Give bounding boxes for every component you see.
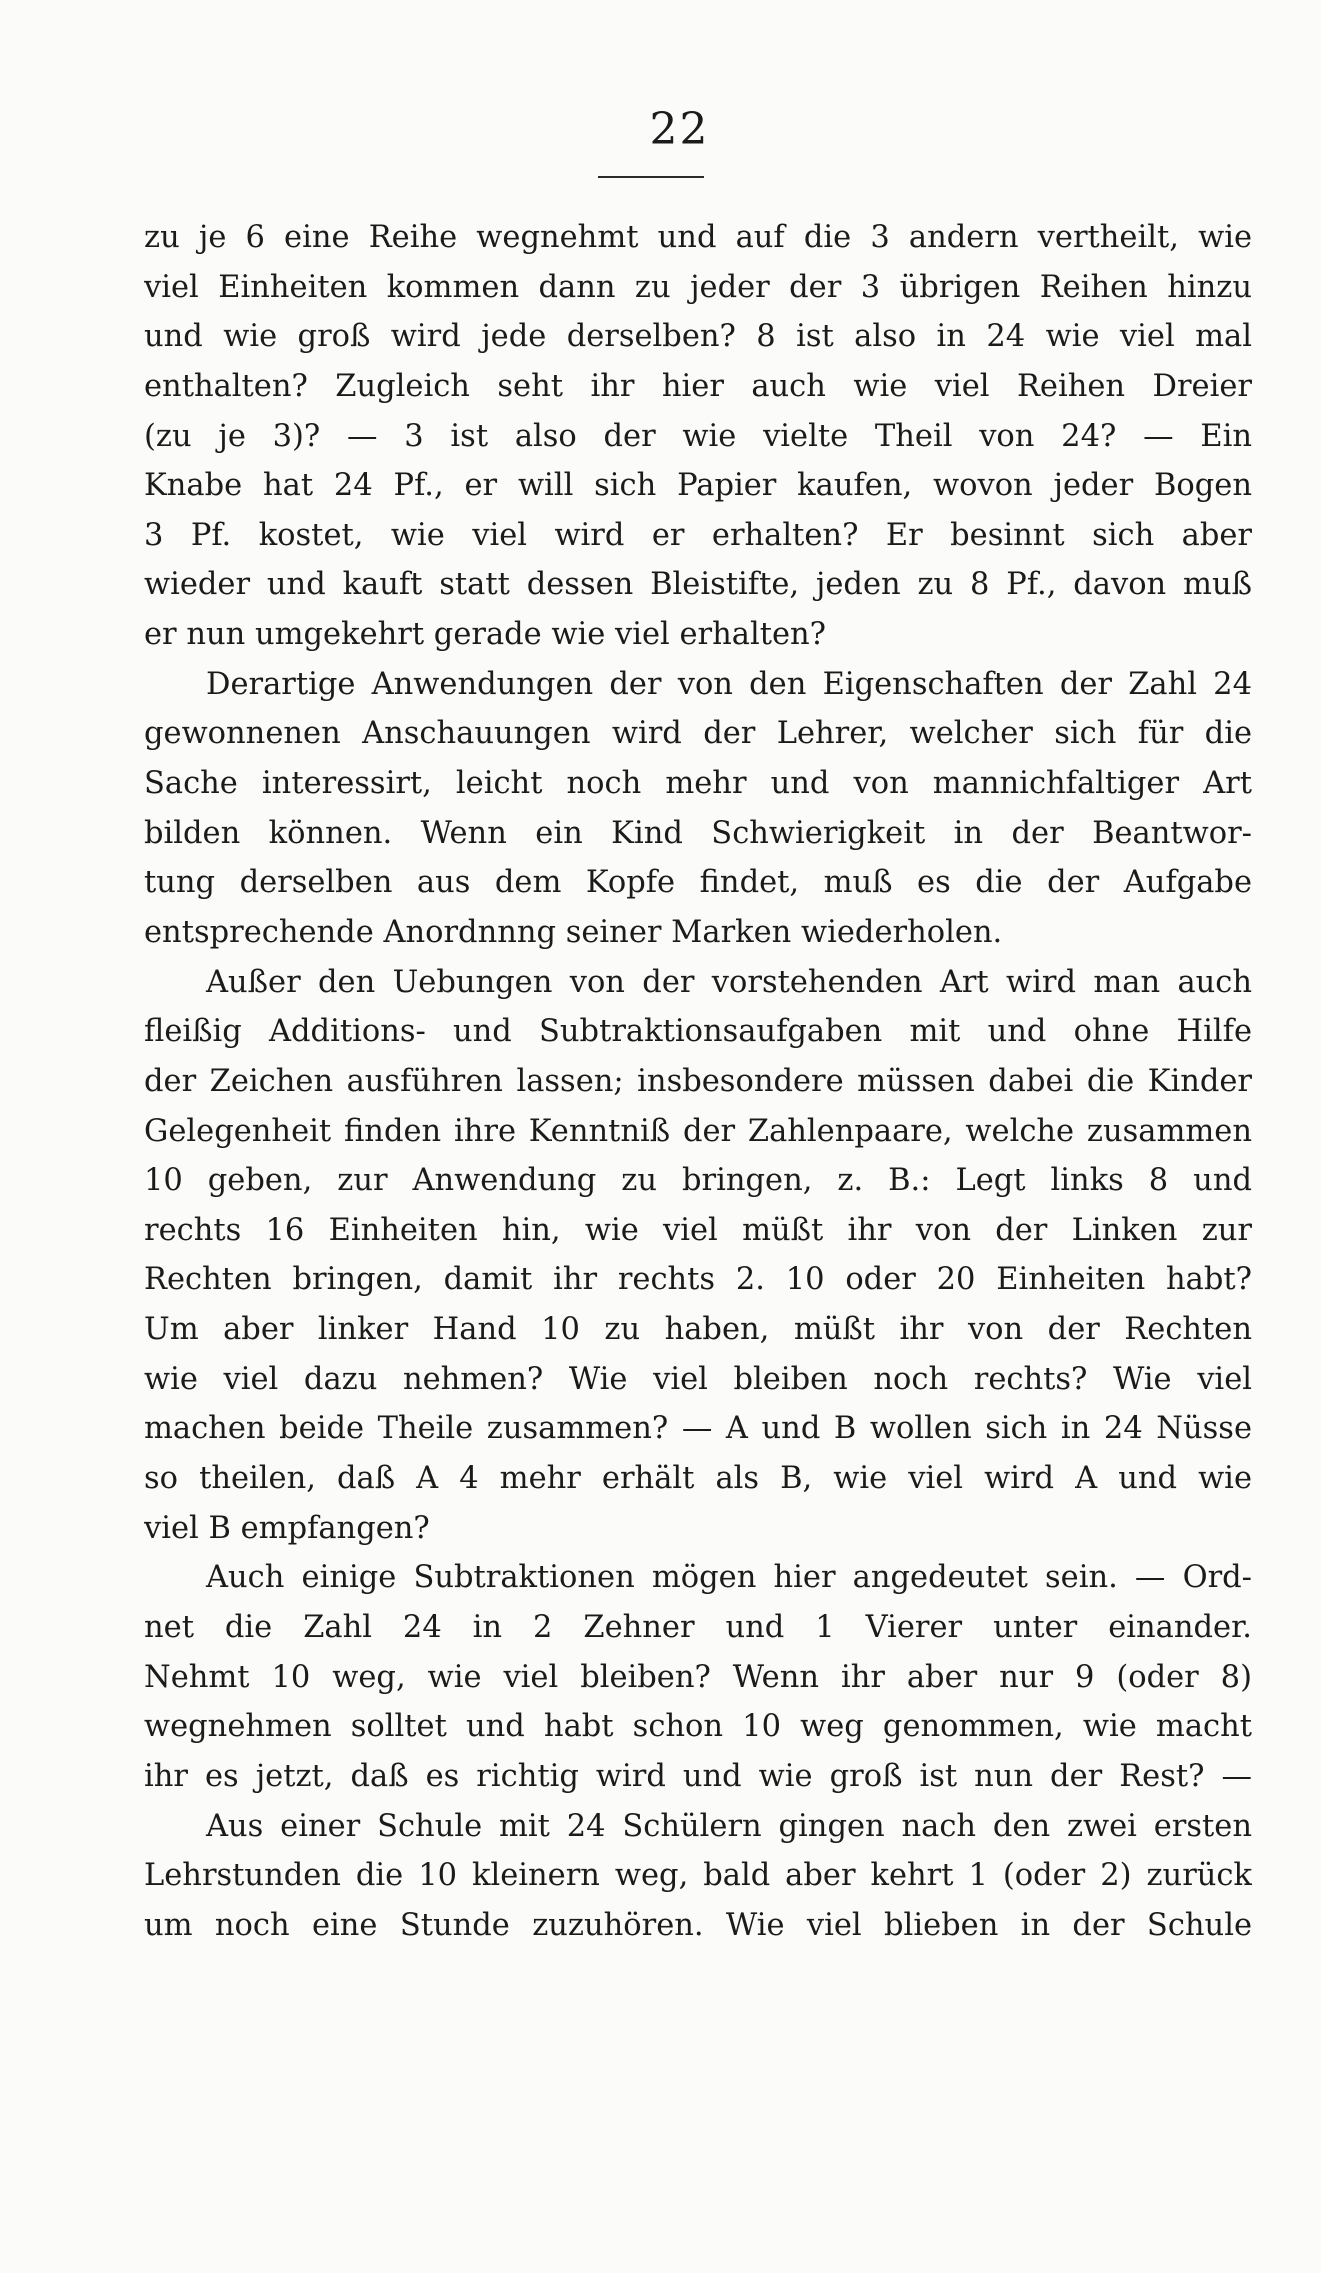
text-line: 3 Pf. kostet, wie viel wird er erhalten? Er besinnt sich aber bbox=[144, 517, 1252, 553]
text-line: gewonnenen Anschauungen wird der Lehrer, welcher sich für die bbox=[144, 716, 1252, 752]
body-text bbox=[144, 213, 1252, 1950]
text-line: machen beide Theile zusammen? — A und B wollen sich in 24 Nüsse bbox=[144, 1411, 1252, 1447]
text-line: tung derselben aus dem Kopfe findet, muß es die der Aufgabe bbox=[144, 865, 1252, 901]
text-line: (zu je 3)? — 3 ist also der wie vielte Theil von 24? — Ein bbox=[144, 418, 1252, 454]
text-line: und wie groß wird jede derselben? 8 ist also in 24 wie viel mal bbox=[144, 319, 1252, 355]
text-line: fleißig Additions- und Subtraktionsaufgaben mit und ohne Hilfe bbox=[144, 1014, 1252, 1050]
text-line: Sache interessirt, leicht noch mehr und von mannichfaltiger Art bbox=[144, 766, 1252, 802]
text-line: um noch eine Stunde zuzuhören. Wie viel blieben in der Schule bbox=[144, 1907, 1252, 1943]
paragraph-start-line: Auch einige Subtraktionen mögen hier angedeutet sein. — Ord- bbox=[206, 1560, 1252, 1596]
text-line: zu je 6 eine Reihe wegnehmt und auf die 3 andern vertheilt, wie bbox=[144, 220, 1252, 255]
text-line: wieder und kauft statt dessen Bleistifte, jeden zu 8 Pf., davon muß bbox=[144, 567, 1252, 603]
page-number-rule bbox=[598, 176, 704, 178]
text-line: enthalten? Zugleich seht ihr hier auch wie viel Reihen Dreier bbox=[144, 368, 1252, 404]
text-line: 10 geben, zur Anwendung zu bringen, z. B.: Legt links 8 und bbox=[144, 1163, 1252, 1199]
text-line: der Zeichen ausführen lassen; insbesondere müssen dabei die Kinder bbox=[144, 1063, 1252, 1099]
text-line: entsprechende Anordnnng seiner Marken wiederholen. bbox=[144, 914, 1003, 950]
paragraph-start-line: Außer den Uebungen von der vorstehenden Art wird man auch bbox=[206, 964, 1252, 1000]
text-line: ihr es jetzt, daß es richtig wird und wie groß ist nun der Rest? — bbox=[144, 1758, 1252, 1794]
text-line: Lehrstunden die 10 kleinern weg, bald aber kehrt 1 (oder 2) zurück bbox=[144, 1858, 1252, 1894]
text-line: wie viel dazu nehmen? Wie viel bleiben noch rechts? Wie viel bbox=[144, 1361, 1252, 1397]
text-line: rechts 16 Einheiten hin, wie viel müßt ihr von der Linken zur bbox=[144, 1212, 1252, 1248]
text-line: wegnehmen solltet und habt schon 10 weg genommen, wie macht bbox=[144, 1709, 1252, 1745]
text-line: er nun umgekehrt gerade wie viel erhalten? bbox=[144, 617, 827, 653]
text-line: Rechten bringen, damit ihr rechts 2. 10 oder 20 Einheiten habt? bbox=[144, 1262, 1252, 1298]
page-number: 22 bbox=[649, 104, 710, 155]
text-line: Knabe hat 24 Pf., er will sich Papier kaufen, wovon jeder Bogen bbox=[144, 468, 1252, 504]
text-line: Nehmt 10 weg, wie viel bleiben? Wenn ihr aber nur 9 (oder 8) bbox=[144, 1659, 1252, 1695]
paragraph-start-line: Aus einer Schule mit 24 Schülern gingen nach den zwei ersten bbox=[206, 1808, 1252, 1844]
text-line: viel B empfangen? bbox=[144, 1510, 430, 1546]
paragraph-start-line: Derartige Anwendungen der von den Eigenschaften der Zahl 24 bbox=[206, 666, 1252, 702]
text-line: Gelegenheit finden ihre Kenntniß der Zahlenpaare, welche zusammen bbox=[144, 1113, 1252, 1149]
text-line: bilden können. Wenn ein Kind Schwierigkeit in der Beantwor- bbox=[144, 815, 1252, 851]
text-line: viel Einheiten kommen dann zu jeder der 3 übrigen Reihen hinzu bbox=[144, 269, 1252, 305]
text-line: Um aber linker Hand 10 zu haben, müßt ihr von der Rechten bbox=[144, 1312, 1252, 1348]
text-line: net die Zahl 24 in 2 Zehner und 1 Vierer unter einander. bbox=[144, 1609, 1252, 1645]
text-line: so theilen, daß A 4 mehr erhält als B, wie viel wird A und wie bbox=[144, 1461, 1252, 1497]
